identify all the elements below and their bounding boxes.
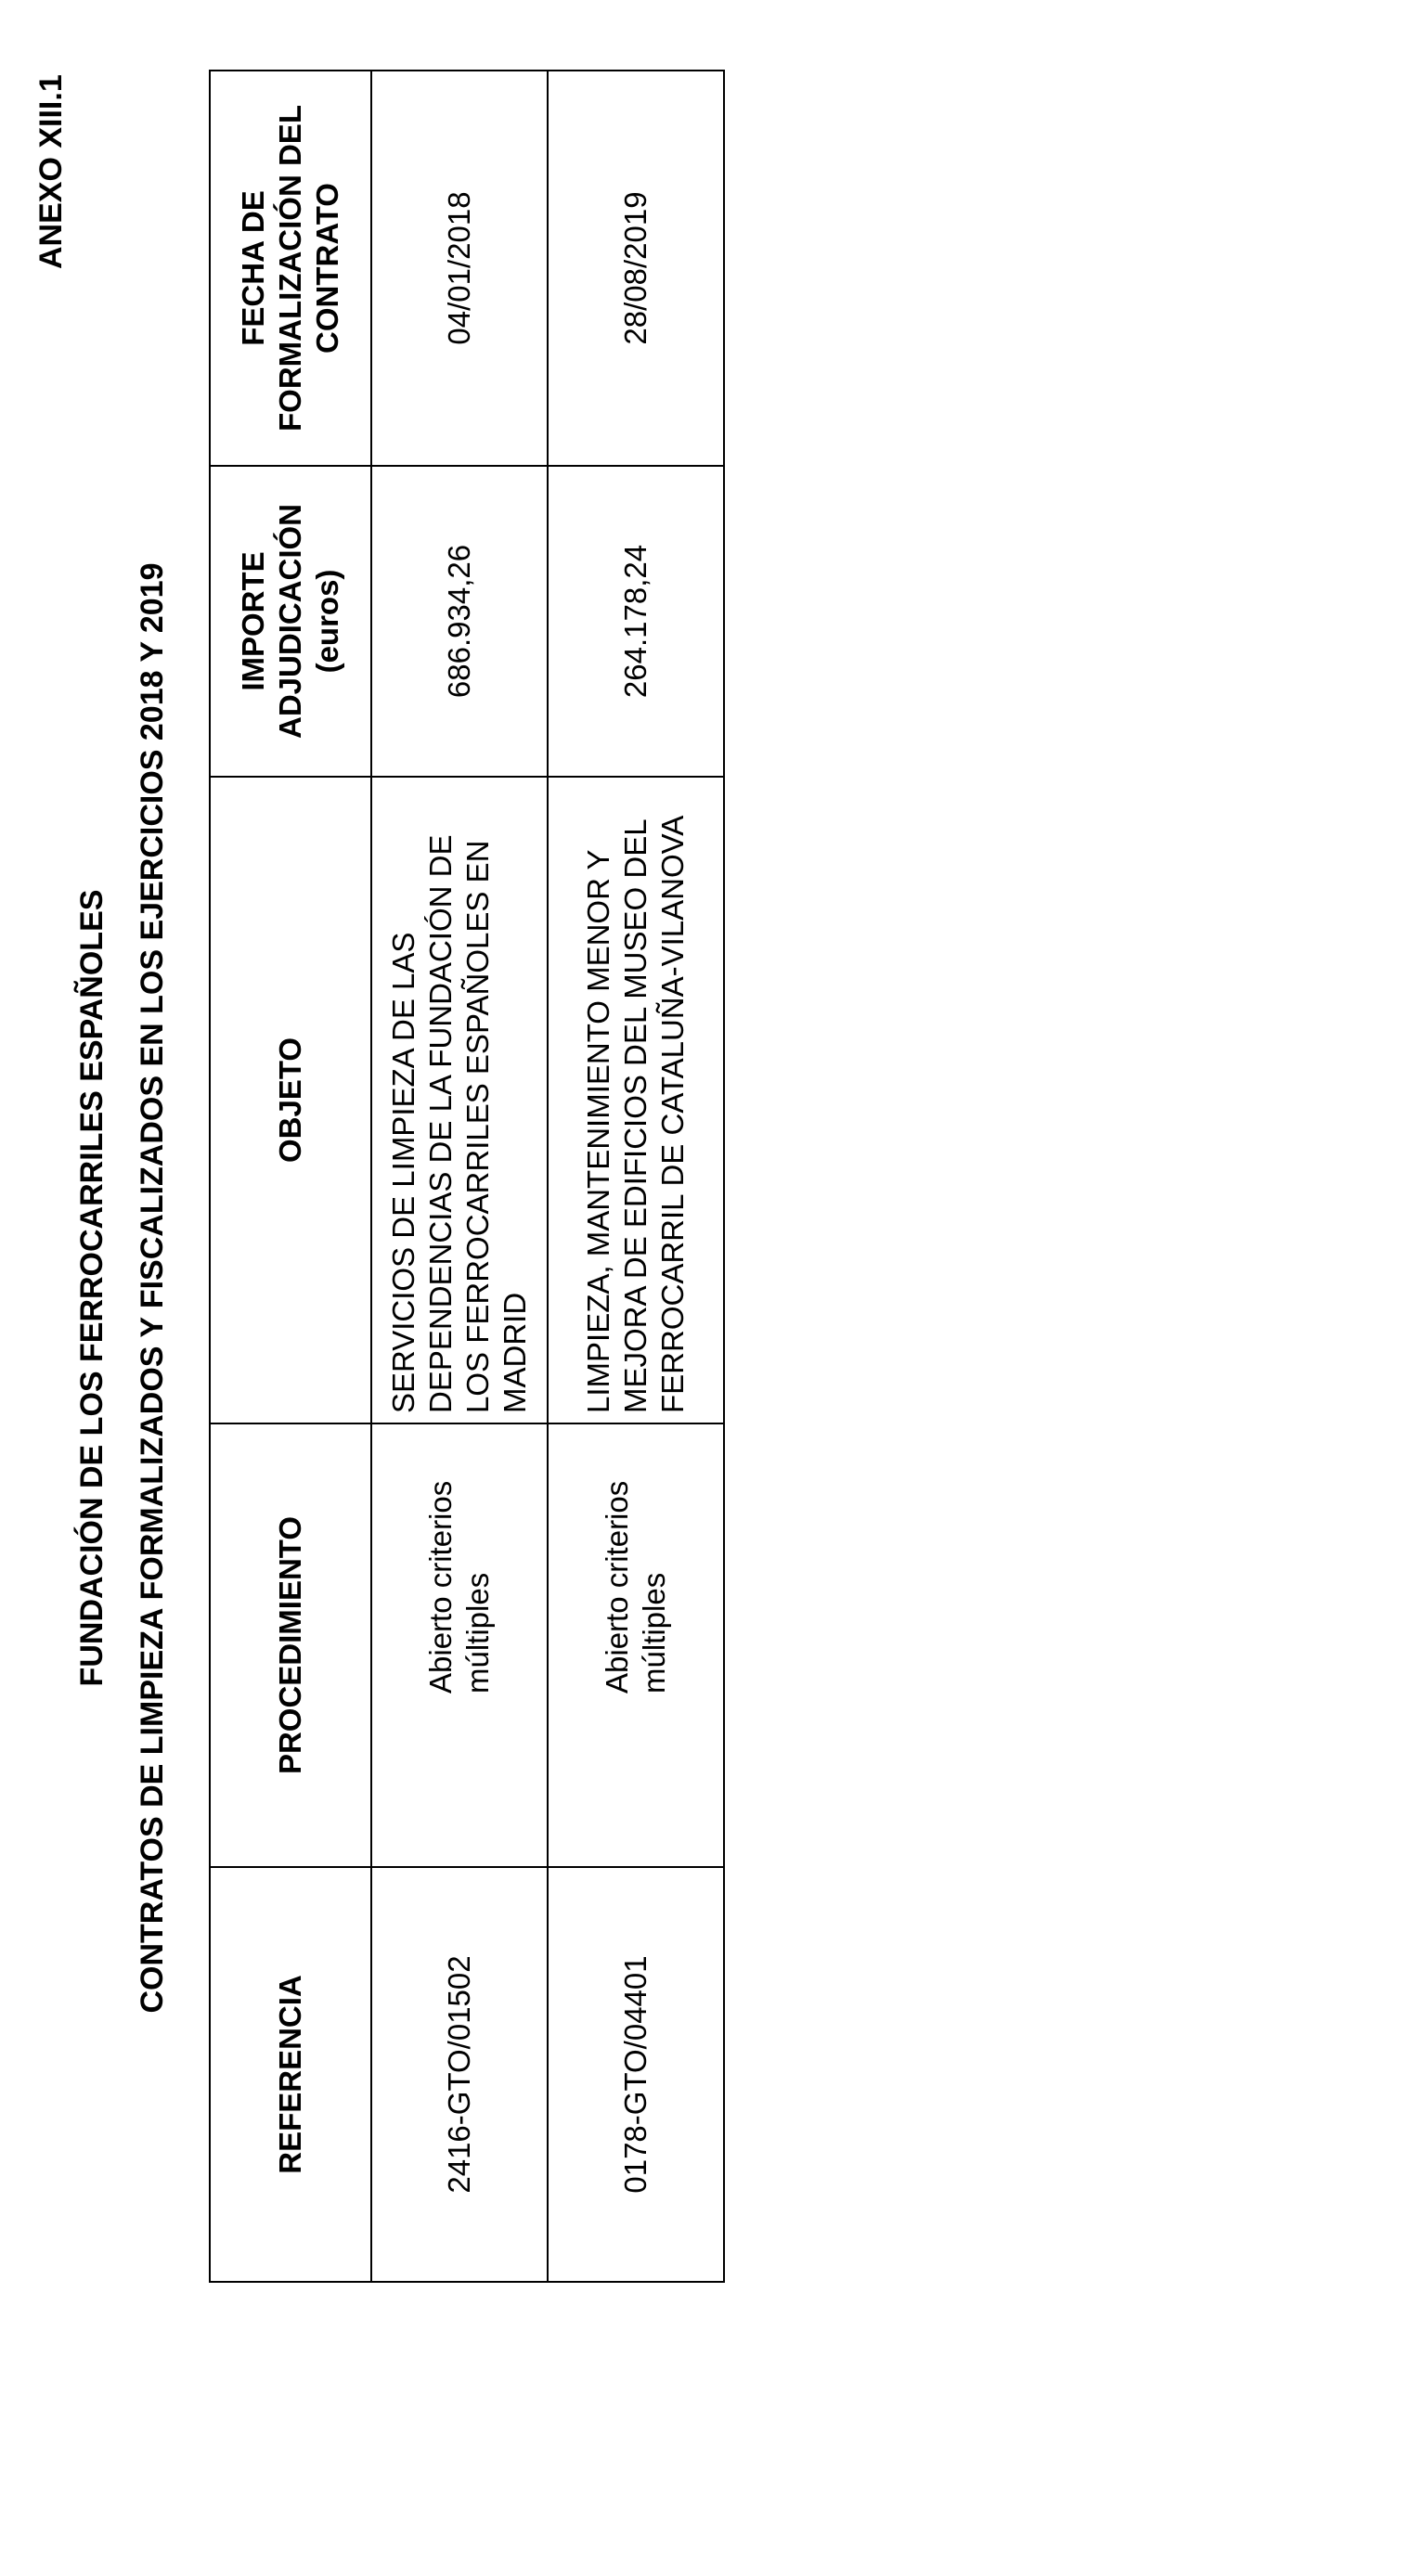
cell-objeto: SERVICIOS DE LIMPIEZA DE LAS DEPENDENCIAS DE LA FUNDACIÓN DE LOS FERROCARRILES ESPAÑOLES EN MADRID [371, 777, 548, 1423]
header-procedimiento: PROCEDIMIENTO [210, 1423, 371, 1867]
header-importe: IMPORTE ADJUDICACIÓN (euros) [210, 466, 371, 777]
contracts-table [209, 70, 725, 2283]
cell-procedimiento-text: Abierto criterios múltiples [422, 1480, 495, 1694]
header-objeto: OBJETO [210, 777, 371, 1423]
cell-fecha: 04/01/2018 [371, 71, 548, 466]
cell-importe: 686.934,26 [371, 466, 548, 777]
cell-fecha: 28/08/2019 [548, 71, 724, 466]
annex-label: ANEXO XIII.1 [33, 74, 69, 269]
cell-referencia: 2416-GTO/01502 [371, 1867, 548, 2282]
cell-importe: 264.178,24 [548, 466, 724, 777]
document-title: FUNDACIÓN DE LOS FERROCARRILES ESPAÑOLES [74, 889, 110, 1687]
table-row [371, 71, 548, 2282]
cell-objeto: LIMPIEZA, MANTENIMIENTO MENOR Y MEJORA DE EDIFICIOS DEL MUSEO DEL FERROCARRIL DE CATALUÑA-VILANOVA [548, 777, 724, 1423]
header-referencia: REFERENCIA [210, 1867, 371, 2282]
header-fecha: FECHA DE FORMALIZACIÓN DEL CONTRATO [210, 71, 371, 466]
table-row [548, 71, 724, 2282]
cell-procedimiento [548, 1423, 724, 1867]
table-header-row [210, 71, 371, 2282]
document-subtitle: CONTRATOS DE LIMPIEZA FORMALIZADOS Y FISCALIZADOS EN LOS EJERCICIOS 2018 Y 2019 [135, 562, 170, 2014]
cell-procedimiento-text: Abierto criterios múltiples [599, 1480, 671, 1694]
cell-procedimiento [371, 1423, 548, 1867]
cell-referencia: 0178-GTO/04401 [548, 1867, 724, 2282]
